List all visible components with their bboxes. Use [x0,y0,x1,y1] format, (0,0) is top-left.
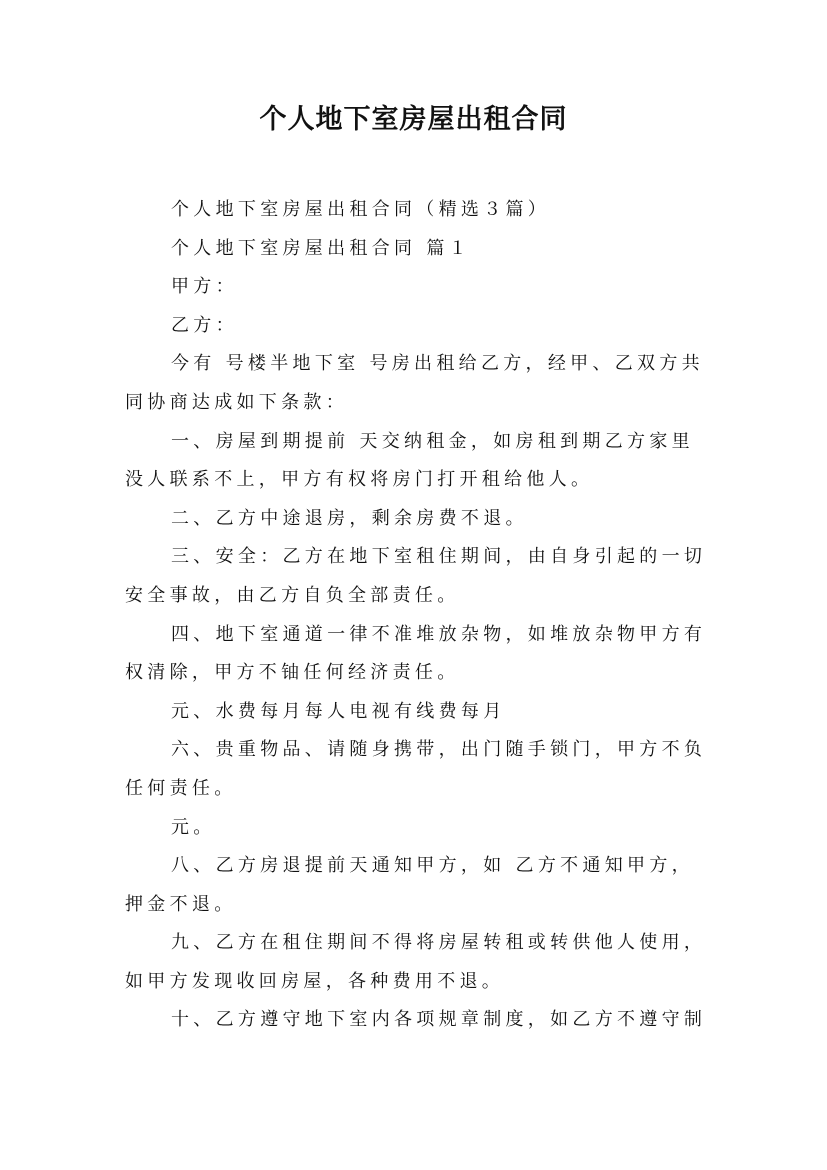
clause-8-line: 押金不退。 [125,893,237,915]
clause-8-line: 八、乙方房退提前天通知甲方，如 乙方不通知甲方， [171,855,694,877]
paragraph-line: 今有 号楼半地下室 号房出租给乙方，经甲、乙双方共 [171,353,704,375]
clause-7-line: 元。 [171,816,216,838]
clause-1-line: 一、房屋到期提前 天交纳租金，如房租到期乙方家里 [171,430,694,452]
party-b-line: 乙方： [171,314,238,336]
section-heading: 个人地下室房屋出租合同 篇１ [171,237,471,259]
clause-2-line: 二、乙方中途退房，剩余房费不退。 [171,507,528,529]
clause-5-line: 元、水费每月每人电视有线费每月 [171,700,506,722]
clause-9-line: 如甲方发现收回房屋，各种费用不退。 [125,970,505,992]
document-body [125,191,705,1040]
document-title: 个人地下室房屋出租合同 [259,104,568,135]
clause-3-line: 三、安全：乙方在地下室租住期间，由自身引起的一切 [171,546,707,568]
clause-4-line: 四、地下室通道一律不准堆放杂物，如堆放杂物甲方有 [171,623,707,645]
party-a-line: 甲方： [171,276,238,298]
clause-3-line: 安全事故，由乙方自负全部责任。 [125,584,460,606]
clause-1-line: 没人联系不上，甲方有权将房门打开租给他人。 [125,469,594,491]
clause-10-line: 十、乙方遵守地下室内各项规章制度，如乙方不遵守制 [171,1009,707,1031]
subtitle-line: 个人地下室房屋出租合同（精选３篇） [171,199,551,220]
paragraph-line: 同协商达成如下条款： [125,391,348,413]
clause-6-line: 六、贵重物品、请随身携带，出门随手锁门，甲方不负 [171,739,707,761]
clause-9-line: 九、乙方在租住期间不得将房屋转租或转供他人使用， [171,932,707,954]
clause-6-line: 任何责任。 [125,777,237,799]
clause-4-line: 权清除，甲方不铀任何经济责任。 [125,662,460,684]
